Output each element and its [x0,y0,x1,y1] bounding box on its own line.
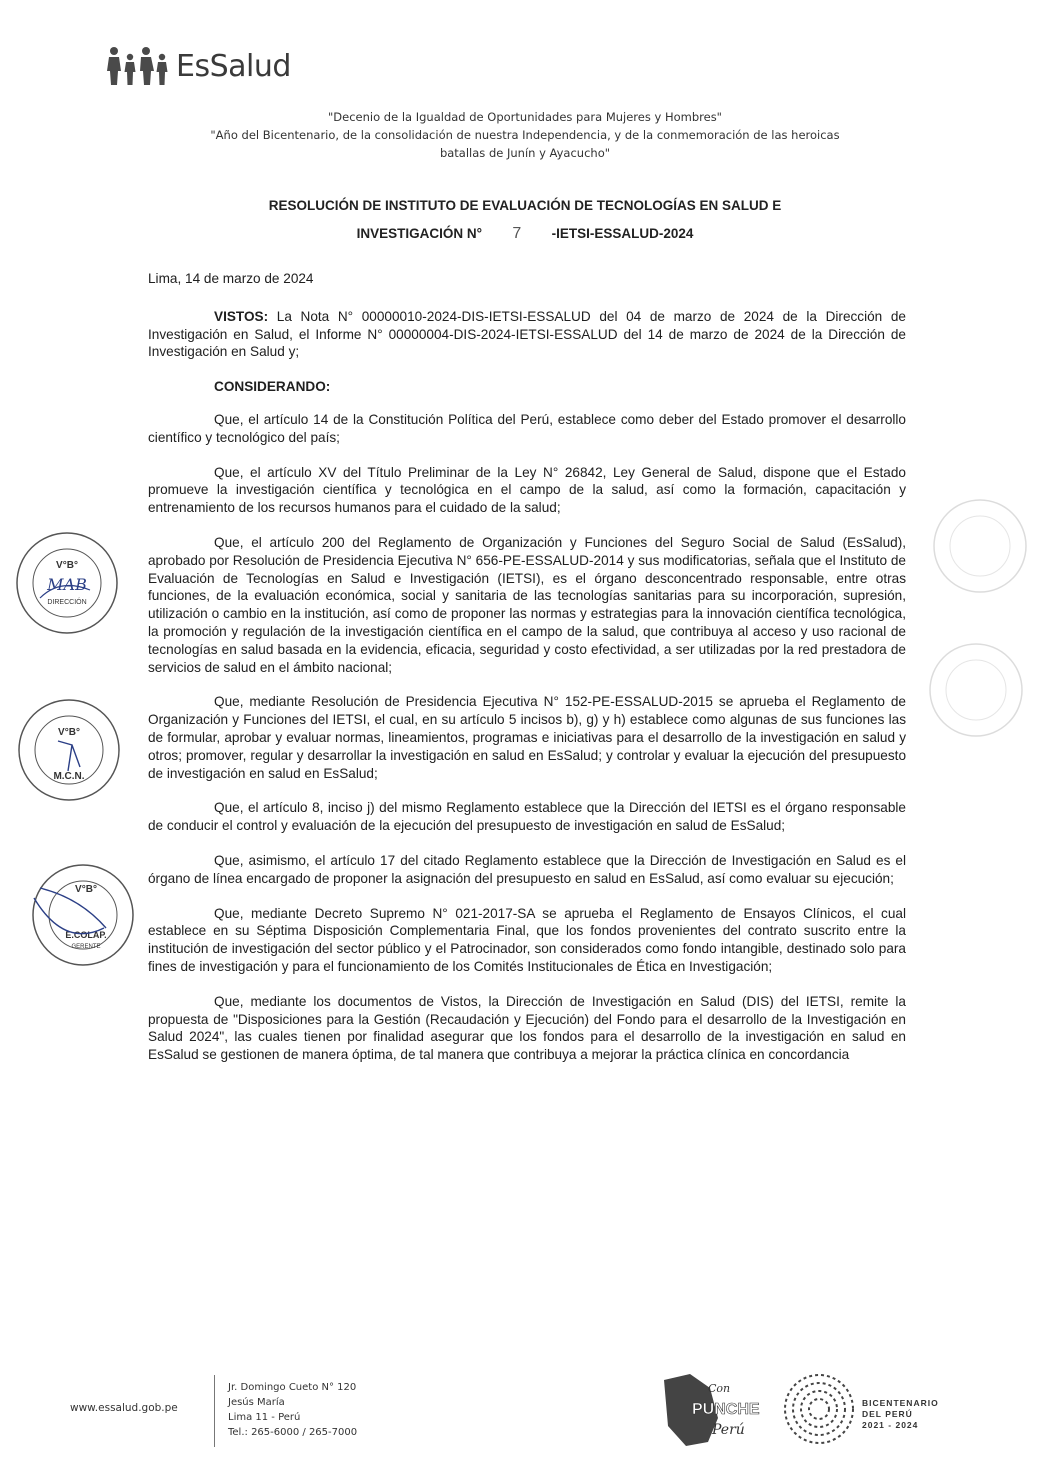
approval-stamp-2 [14,695,124,810]
faint-seal-1 [930,496,1030,601]
stamp-initials: M.C.N. [53,771,85,782]
bicentenario-line: 2021 - 2024 [862,1420,919,1430]
stamp-vb: V°B° [56,560,78,571]
stamp-vb: V°B° [75,884,97,895]
paragraph: Que, el artículo XV del Título Preliminar de la Ley N° 26842, Ley General de Salud, dispone que el Estado promueve la investigación científica y tecnológica en el campo de la salud, así como la formación, capacitación y entrenamiento de los recursos humanos para el cuidado de la salud; [148,464,906,516]
vistos-text: La Nota N° 00000010-2024-DIS-IETSI-ESSALUD del 04 de marzo de 2024 de la Dirección de Investigación en Salud, el Informe N° 00000004-DIS-2024-IETSI-ESSALUD del 14 de marzo de 2024 de la Dirección de Investigación en Salud y; [148,308,906,360]
approval-stamp-1 [12,528,122,643]
title-line-1: RESOLUCIÓN DE INSTITUTO DE EVALUACIÓN DE TECNOLOGÍAS EN SALUD E [268,198,782,213]
address-line: Tel.: 265-6000 / 265-7000 [228,1427,358,1438]
bicentenario-emblem [780,1370,858,1453]
address-line: Lima 11 - Perú [228,1412,301,1423]
bicentenario-emblem-icon [780,1370,858,1448]
title-line-2 [130,220,920,248]
mottos [130,108,920,162]
punche-con: Con [708,1382,731,1395]
considerando-heading: CONSIDERANDO: [214,379,331,395]
stamp-initials: MAB [47,575,87,594]
document-body [148,270,906,1081]
paragraph: Que, mediante Decreto Supremo N° 021-2017-SA se aprueba el Reglamento de Ensayos Clínicos, el cual establece en su Séptima Disposición Complementaria Final, que los fondos provenientes del contrato suscrito entre la institución de investigación del sector público y el Patrocinador, son considerados como fondo intangible, destinado solo para fines de investigación y para el funcionamiento de los Comités Institucionales de Ética en Investigación; [148,905,906,974]
faint-seal-icon [926,640,1026,740]
punche-country: Perú [712,1422,745,1438]
seal-icon [26,858,141,973]
vistos-label: VISTOS: [214,308,269,324]
bicentenario-text [862,1398,939,1431]
vistos-paragraph [148,308,906,361]
punche-main: PUNCHE [692,1401,760,1418]
paragraph: Que, el artículo 8, inciso j) del mismo Reglamento establece que la Dirección del IETSI es el órgano responsable de conducir el control y evaluación de la ejecución del presupuesto de investigación en salud de EsSalud; [148,800,906,834]
paragraph: Que, mediante Resolución de Presidencia Ejecutiva N° 152-PE-ESSALUD-2015 se aprueba el Reglamento de Organización y Funciones del IETSI, el cual, en su artículo 5 incisos b), g) y h) establece como algunas de sus funciones las de formular, aprobar y evaluar normas, lineamientos, programas e iniciativas para el desarrollo de la investigación en salud y otros; promover, regular y desarrollar la investigación en salud en EsSalud; y controlar y evaluar la ejecución del presupuesto de investigación en salud en EsSalud; [148,694,906,781]
paragraph: Que, el artículo 14 de la Constitución Política del Perú, establece como deber del Estado promover el desarrollo científico y tecnológico del país; [148,411,906,445]
title-line-2-prefix: INVESTIGACIÓN N° [356,226,483,241]
stamp-initials: E.COLAP. [65,930,107,940]
motto-line-3: batallas de Junín y Ayacucho" [439,146,611,160]
title-line-2-suffix: -IETSI-ESSALUD-2024 [551,226,694,241]
faint-seal-icon [930,496,1030,596]
peru-map-logo-icon [650,1370,765,1450]
motto-line-2: "Año del Bicentenario, de la consolidación de nuestra Independencia, y de la conmemoración de las heroicas [210,128,840,142]
seal-icon [12,528,122,638]
family-logo-icon [104,42,174,86]
resolution-number: 7 [512,225,522,242]
paragraph: Que, asimismo, el artículo 17 del citado Reglamento establece que la Dirección de Investigación en Salud es el órgano de línea encargado de proponer la asignación del presupuesto en salud en EsSalud, así como evaluar su ejecución; [148,852,906,886]
bicentenario-line: DEL PERÚ [862,1409,913,1419]
essalud-logo [104,36,291,86]
footer-url: www.essalud.gob.pe [70,1402,178,1414]
faint-seal-2 [926,640,1026,745]
footer-divider [214,1375,215,1447]
paragraph: Que, mediante los documentos de Vistos, la Dirección de Investigación en Salud (DIS) del IETSI, remite la propuesta de "Disposiciones para la Gestión (Recaudación y Ejecución) del Fondo para el desarrollo de la Investigación en Salud 2024", las cuales tienen por finalidad asegurar que los fondos para el desarrollo de la investigación en salud en EsSalud se gestionen de manera óptima, de tal manera que contribuya a mejorar la práctica clínica en concordancia [148,993,906,1063]
approval-stamp-3 [26,858,141,978]
seal-icon [14,695,124,805]
resolution-title [130,192,920,248]
con-punche-peru-logo [650,1370,765,1455]
address-line: Jesús María [228,1397,285,1408]
footer-address [228,1380,357,1440]
bicentenario-line: BICENTENARIO [862,1398,939,1408]
logo-text: EsSalud [176,49,291,84]
stamp-role: GERENTE [71,944,101,950]
paragraph: Que, el artículo 200 del Reglamento de Organización y Funciones del Seguro Social de Salud (EsSalud), aprobado por Resolución de Presidencia Ejecutiva N° 656-PE-ESSALUD-2014 y sus modificatorias, señala que el Instituto de Evaluación de Tecnologías en Salud e Investigación (IETSI), es el órgano desconcentrado responsable, entre otras funciones, de la evaluación económica, social y sanitaria de las tecnologías sanitarias para su incorporación, supresión, utilización o cambio en la institución, así como de proponer las normas y estrategias para la innovación científica tecnológica, la promoción y regulación de la investigación científica en el campo de la salud, que contribuya al acceso y uso racional de tecnologías en salud basada en la evidencia, eficacia, seguridad y costo efectividad, a ser utilizadas por la red prestadora de servicios de salud en el ámbito nacional; [148,534,906,675]
document-date: Lima, 14 de marzo de 2024 [148,271,314,286]
address-line: Jr. Domingo Cueto N° 120 [228,1382,357,1393]
stamp-vb: V°B° [58,727,80,738]
motto-line-1: "Decenio de la Igualdad de Oportunidades para Mujeres y Hombres" [328,110,722,124]
stamp-role: DIRECCIÓN [47,599,87,606]
